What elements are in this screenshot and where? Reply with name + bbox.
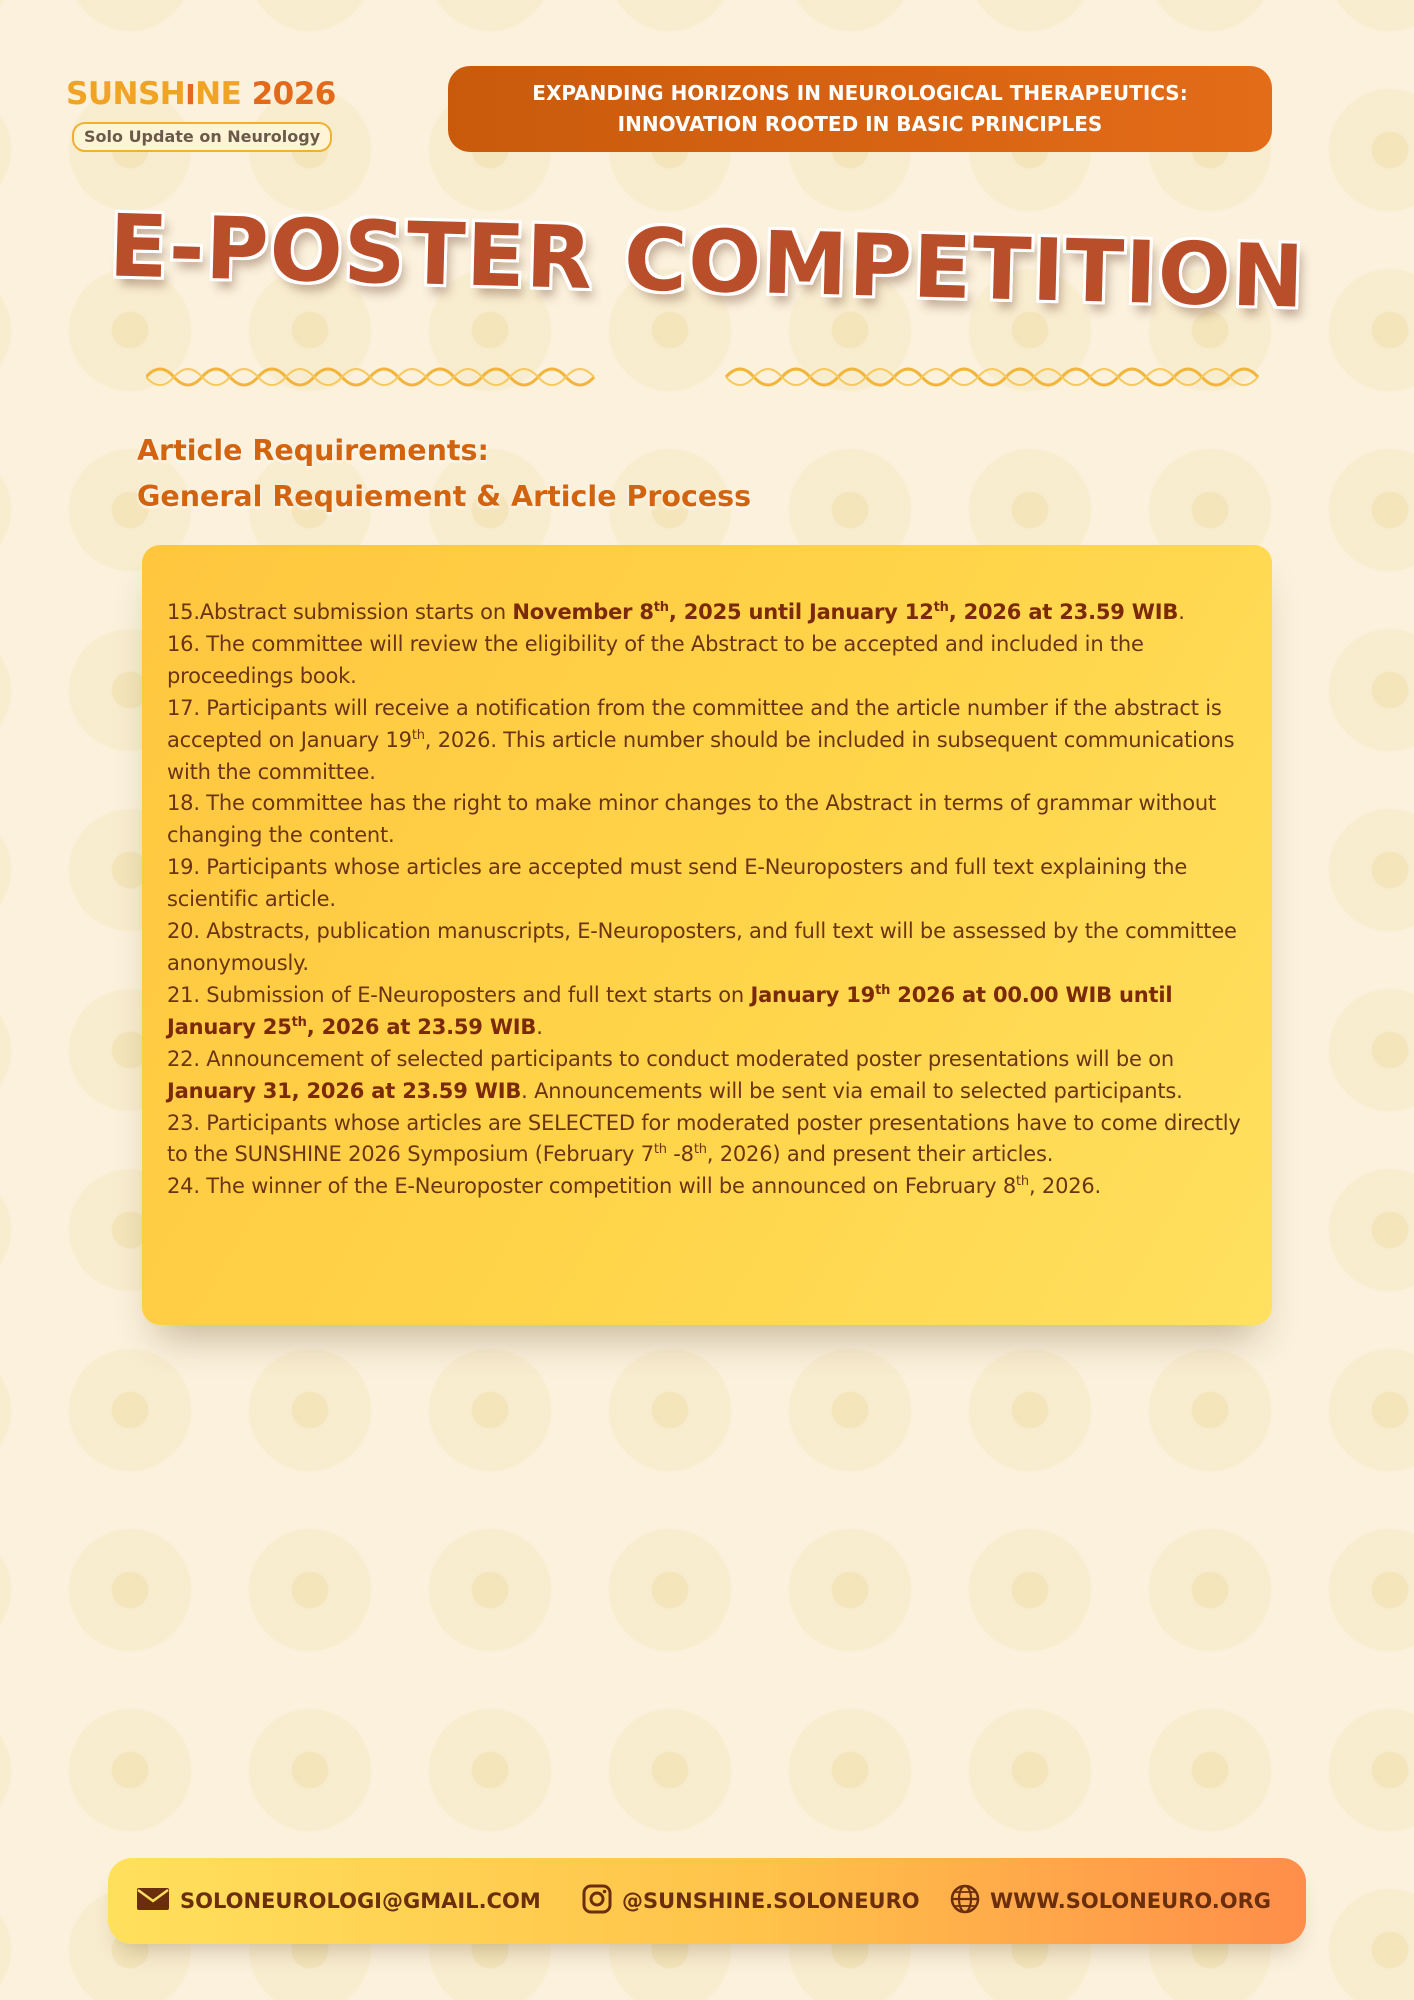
list-item: 22. Announcement of selected participants to conduct moderated poster presentations will be on January 31, 2026 at 23.59 WIB. Announcements will be sent via email to selected participants.	[167, 1046, 1183, 1103]
logo-subtitle: Solo Update on Neurology	[72, 122, 332, 152]
sunshine-logo	[66, 76, 356, 156]
footer-website[interactable]	[950, 1858, 1271, 1944]
list-item: 18. The committee has the right to make minor changes to the Abstract in terms of grammar without changing the content.	[167, 791, 1217, 848]
logo-title: SUNSHINE 2026	[66, 76, 336, 112]
instagram-icon	[582, 1884, 612, 1919]
envelope-icon	[136, 1886, 170, 1917]
ornament-divider	[146, 360, 1276, 394]
globe-icon	[950, 1884, 980, 1919]
list-item: 15.Abstract submission starts on November 8th, 2025 until January 12th, 2026 at 23.59 WIB.	[167, 600, 1185, 624]
email-text: SOLONEUROLOGI@GMAIL.COM	[180, 1889, 541, 1913]
list-item: 21. Submission of E-Neuroposters and full text starts on January 19th 2026 at 00.00 WIB until January 25th, 2026 at 23.59 WIB.	[167, 982, 1173, 1039]
theme-line-1: EXPANDING HORIZONS IN NEUROLOGICAL THERAPEUTICS:	[532, 81, 1188, 105]
instagram-text: @SUNSHINE.SOLONEURO	[622, 1889, 920, 1913]
list-item: 17. Participants will receive a notification from the committee and the article number if the abstract is accepted on January 19th, 2026. This article number should be included in subsequent communications with the committee.	[167, 695, 1235, 784]
theme-banner	[448, 66, 1272, 152]
list-item: 19. Participants whose articles are accepted must send E-Neuroposters and full text explaining the scientific article.	[167, 855, 1188, 912]
list-item: 24. The winner of the E-Neuroposter competition will be announced on February 8th, 2026.	[167, 1174, 1102, 1199]
theme-line-2: INNOVATION ROOTED IN BASIC PRINCIPLES	[617, 112, 1103, 136]
requirements-card	[142, 545, 1272, 1325]
contact-footer	[108, 1858, 1306, 1944]
footer-email[interactable]	[136, 1858, 541, 1944]
page-title: E-POSTER COMPETITION	[107, 196, 1307, 328]
section-heading-line-2: General Requiement & Article Process	[137, 480, 752, 513]
requirements-list	[167, 597, 1255, 1203]
section-heading	[137, 428, 751, 520]
list-item: 20. Abstracts, publication manuscripts, E-Neuroposters, and full text will be assessed by the committee anonymously.	[167, 919, 1237, 975]
list-item: 16. The committee will review the eligibility of the Abstract to be accepted and included in the proceedings book.	[167, 631, 1144, 688]
footer-instagram[interactable]	[582, 1858, 920, 1944]
list-item: 23. Participants whose articles are SELECTED for moderated poster presentations have to come directly to the SUNSHINE 2026 Symposium (February 7th -8th, 2026) and present their articles.	[167, 1110, 1241, 1167]
website-text: WWW.SOLONEURO.ORG	[990, 1889, 1271, 1913]
section-heading-line-1: Article Requirements:	[137, 434, 489, 467]
